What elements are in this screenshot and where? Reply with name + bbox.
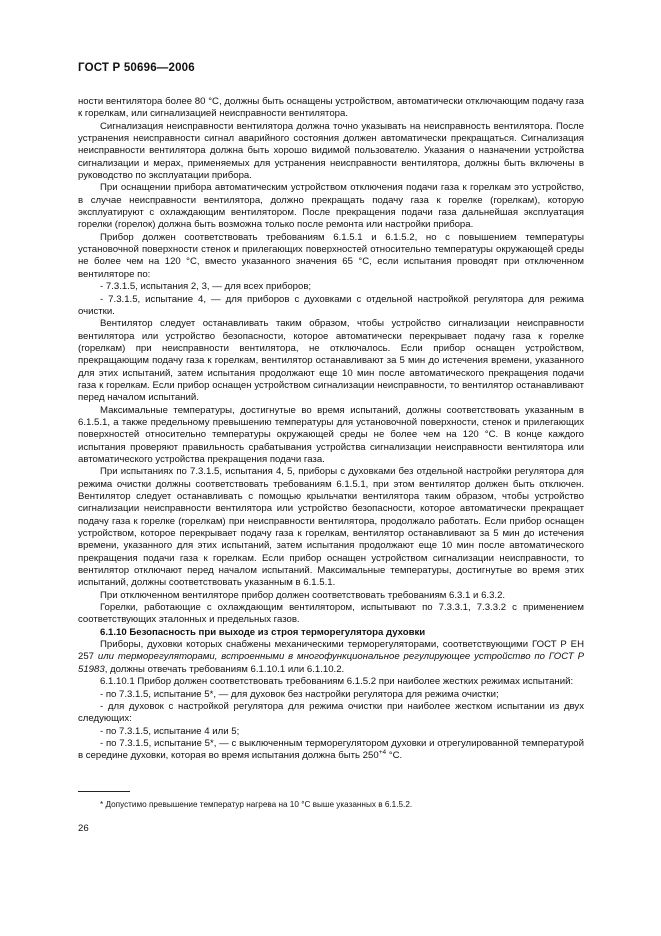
footnote: * Допустимо превышение температур нагрева на 10 °С выше указанных в 6.1.5.2. — [100, 800, 413, 809]
superscript: +4 — [378, 749, 387, 757]
footnote-divider — [78, 791, 130, 792]
list-item: - по 7.3.1.5, испытание 5*, — для духовок без настройки регулятора для режима очистки; — [100, 688, 499, 700]
section-heading: 6.1.10 Безопасность при выходе из строя терморегулятора духовки — [100, 626, 426, 638]
paragraph: При оснащении прибора автоматическим устройством отключения подачи газа к горелкам это устройство, в случае неисправности вентилятора, должно прекращать подачу газа к горелке (горелкам), которую эксплуатируют с охлаждающим вентилятором. После прекращения подачи газа дальнейшая эксплуатация горелки (горелок) должна быть возможна только после ремонта или настройки прибора. — [78, 182, 584, 231]
paragraph: При испытаниях по 7.3.1.5, испытания 4, 5, приборы с духовками без отдельной настройки регулятора для режима очистки должны соответствовать требованиям 6.1.5.1, при этом вентилятор должен быть отключен. Вентилятор следует останавливать с помощью крыльчатки вентилятора таким образом, чтобы устройство сигнализации неисправности вентилятора или устройство безопасности, которое автоматически прекращает подачу газа к горелке (горелкам) при неисправности вентилятора, продолжало работать. Если прибор оснащен устройством, которое перекрывает подачу газа к горелкам, вентилятор останавливают за 5 мин до истечения времени, указанного для этих испытаний, затем испытания продолжают еще 10 мин после автоматического прекращения подачи газа к горелкам. Если прибор оснащен устройством сигнализации неисправности, то вентилятор отключают перед началом испытаний. Максимальные температуры, достигнутые во время этих испытаний, должны соответствовать указанным в 6.1.5.1. — [78, 466, 584, 589]
page-number: 26 — [78, 823, 89, 834]
paragraph: Вентилятор следует останавливать таким образом, чтобы устройство сигнализации неисправности вентилятора или устройство безопасности, которое автоматически перекрывает подачу газа к горелке (горелкам) при неисправности вентилятора, не отключалось. Если прибор оснащен устройством, прекращающим подачу газа к горелкам, вентилятор останавливают за 5 мин до истечения времени, указанного для этих испытаний, затем испытания продолжают еще 10 мин после автоматического прекращения подачи газа к горелкам. Если прибор оснащен устройством сигнализации неисправности, то вентилятор останавливают перед началом испытаний. — [78, 318, 584, 404]
body-text — [78, 96, 584, 763]
paragraph: Сигнализация неисправности вентилятора должна точно указывать на неисправность вентилятора. После устранения неисправности сигнал аварийного состояния должен автоматически прекращаться. Сигнализация неисправности вентилятора должна быть хорошо видимой пользователю. Указания о назначении устройства сигнализации и мерах, применяемых для устранения неисправности вентилятора, должны быть включены в руководство по эксплуатации прибора. — [78, 120, 584, 182]
list-item: - по 7.3.1.5, испытание 4 или 5; — [100, 725, 240, 737]
paragraph — [78, 639, 584, 676]
paragraph: Максимальные температуры, достигнутые во время испытаний, должны соответствовать указанным в 6.1.5.1, а также предельному превышению температуры для установочной поверхности, стенок и прилегающих поверхностей относительно температуры окружающей среды не более чем на 120 °С. В конце каждого испытания проверяют правильность срабатывания устройства сигнализации неисправности вентилятора или автоматического устройства прекращения подачи газа. — [78, 404, 584, 465]
list-item: - 7.3.1.5, испытания 2, 3, — для всех приборов; — [100, 281, 312, 293]
paragraph: 6.1.10.1 Прибор должен соответствовать требованиям 6.1.5.2 при наиболее жестких режимах испытаний: — [100, 676, 574, 688]
paragraph-text: , должны отвечать требованиям 6.1.10.1 или 6.1.10.2. — [104, 663, 345, 675]
list-item: - 7.3.1.5, испытание 4, — для приборов с духовками с отдельной настройкой регулятора для режима очистки. — [78, 293, 584, 317]
paragraph: Прибор должен соответствовать требованиям 6.1.5.1 и 6.1.5.2, но с повышением температуры установочной поверхности стенок и прилегающих поверхностей относительно температуры окружающей среды не более чем на 120 °С, вместо указанного значения 65 °С, если испытания проводят при отключенном вентиляторе по: — [78, 231, 584, 280]
paragraph: ности вентилятора более 80 °С, должны быть оснащены устройством, автоматически отключающим подачу газа к горелкам, или сигнализацией неисправности вентилятора. — [78, 96, 584, 120]
paragraph: При отключенном вентиляторе прибор должен соответствовать требованиям 6.3.1 и 6.3.2. — [100, 589, 506, 601]
paragraph-text: - по 7.3.1.5, испытание 5*, — с выключенным терморегулятором духовки и отрегулированной температурой в середине духовки, которая во время испытания должна быть 250 — [78, 737, 584, 762]
list-item — [78, 738, 584, 763]
paragraph-text: Приборы, духовки которых снабжены механическими терморегуляторами, соответствующими ГОСТ Р ЕН 257 — [78, 639, 584, 663]
paragraph: Горелки, работающие с охлаждающим вентилятором, испытывают по 7.3.3.1, 7.3.3.2 с применением соответствующих эталонных и предельных газов. — [78, 602, 584, 626]
page-header: ГОСТ Р 50696—2006 — [78, 62, 195, 74]
list-item: - для духовок с настройкой регулятора для режима очистки при наиболее жестком испытании из двух следующих: — [78, 700, 584, 725]
italic-text: или терморегуляторами, встроенными в многофункциональное регулирующее устройство по ГОСТ Р 51983 — [78, 651, 584, 675]
paragraph-text: °С. — [386, 750, 403, 762]
